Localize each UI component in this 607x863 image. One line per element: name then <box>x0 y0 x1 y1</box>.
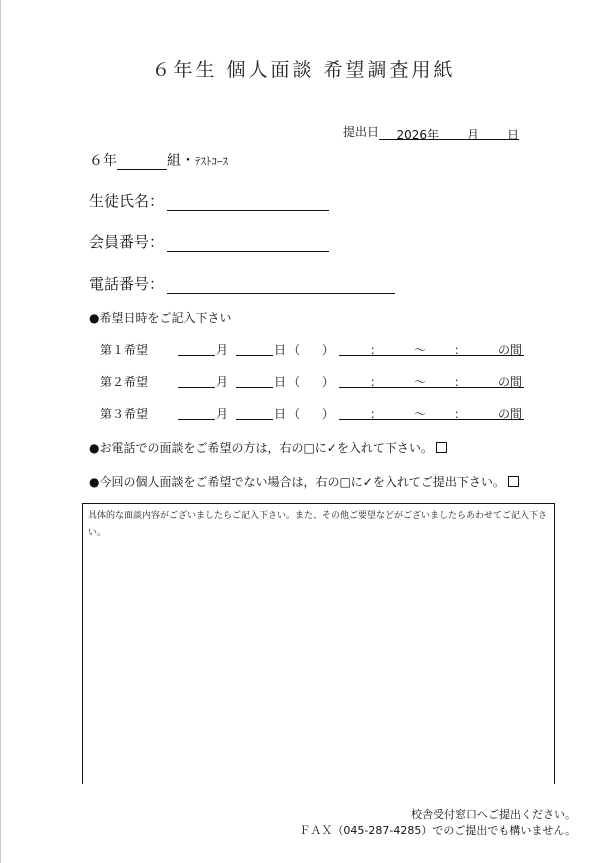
day-blank[interactable] <box>236 373 273 388</box>
between-label: の間 <box>498 343 523 357</box>
phone-number-label: 電話番号： <box>89 275 165 293</box>
student-name-label: 生徒氏名： <box>89 192 165 210</box>
member-number-label: 会員番号： <box>89 233 165 251</box>
wish-row-label: 第３希望 <box>100 407 149 421</box>
time-range-line[interactable] <box>339 387 524 388</box>
decline-option-text: ●今回の個人面談をご希望でない場合は，右の□に✓を入れてご提出下さい。 <box>89 475 505 489</box>
month-blank[interactable] <box>178 405 215 420</box>
between-label: の間 <box>498 375 523 389</box>
time-colon: ： <box>370 407 383 421</box>
page-title: ６年生 個人面談 希望調査用紙 <box>151 59 456 81</box>
phone-option-text: ●お電話での面談をご希望の方は，右の□に✓を入れて下さい。 <box>89 441 433 455</box>
time-range-line[interactable] <box>339 355 524 356</box>
course-label: ﾃｽﾄｺｰｽ <box>195 155 228 168</box>
submit-day[interactable]: 日 <box>479 126 519 140</box>
month-label: 月 <box>216 375 229 389</box>
page-edge <box>0 0 1 863</box>
wish-row <box>100 373 540 389</box>
time-colon: ： <box>454 407 467 421</box>
wish-row-label: 第２希望 <box>100 375 149 389</box>
time-tilde: ～ <box>414 375 427 389</box>
submit-date <box>343 123 519 140</box>
member-number-line[interactable] <box>167 235 329 252</box>
phone-number-line[interactable] <box>167 277 395 294</box>
wish-row-label: 第１希望 <box>100 343 149 357</box>
grade-label: ６年 <box>89 153 117 169</box>
paren-close: ） <box>322 375 335 389</box>
paren-open: （ <box>288 375 301 389</box>
month-blank[interactable] <box>178 341 215 356</box>
submit-date-label: 提出日 <box>343 125 380 139</box>
time-tilde: ～ <box>414 407 427 421</box>
paren-close: ） <box>322 407 335 421</box>
wish-heading: ●希望日時をご記入下さい <box>89 311 232 325</box>
wish-row <box>100 405 540 421</box>
wish-row <box>100 341 540 357</box>
class-line <box>89 150 228 170</box>
time-colon: ： <box>454 343 467 357</box>
phone-number-field <box>89 273 395 294</box>
day-label: 日 <box>274 375 287 389</box>
decline-option-checkbox[interactable] <box>508 476 519 487</box>
kumi-label: 組・ <box>167 153 195 169</box>
day-blank[interactable] <box>236 341 273 356</box>
phone-option <box>89 439 447 456</box>
paren-open: （ <box>288 407 301 421</box>
month-label: 月 <box>216 407 229 421</box>
time-range-line[interactable] <box>339 419 524 420</box>
decline-option <box>89 473 519 490</box>
day-label: 日 <box>274 343 287 357</box>
time-colon: ： <box>454 375 467 389</box>
day-blank[interactable] <box>236 405 273 420</box>
paren-close: ） <box>322 343 335 357</box>
paren-open: （ <box>288 343 301 357</box>
month-label: 月 <box>216 343 229 357</box>
footer-submit-note: 校舎受付窓口へご提出ください。 <box>411 808 576 821</box>
day-label: 日 <box>274 407 287 421</box>
class-blank[interactable] <box>117 155 167 170</box>
footer-fax-note: ＦＡＸ（045-287-4285）でのご提出でも構いません。 <box>299 824 576 837</box>
phone-option-checkbox[interactable] <box>436 442 447 453</box>
time-tilde: ～ <box>414 343 427 357</box>
month-blank[interactable] <box>178 373 215 388</box>
time-colon: ： <box>370 375 383 389</box>
notes-instructions: 具体的な面談内容がございましたらご記入下さい。また、その他ご要望などがございましたらあわせてご記入下さい。 <box>88 511 548 538</box>
student-name-line[interactable] <box>167 194 329 211</box>
between-label: の間 <box>498 407 523 421</box>
submit-month[interactable]: 月 <box>439 126 479 140</box>
submit-year[interactable]: 2026年 <box>379 126 439 140</box>
student-name-field <box>89 190 329 211</box>
time-colon: ： <box>370 343 383 357</box>
member-number-field <box>89 231 329 252</box>
notes-box[interactable] <box>82 503 555 784</box>
